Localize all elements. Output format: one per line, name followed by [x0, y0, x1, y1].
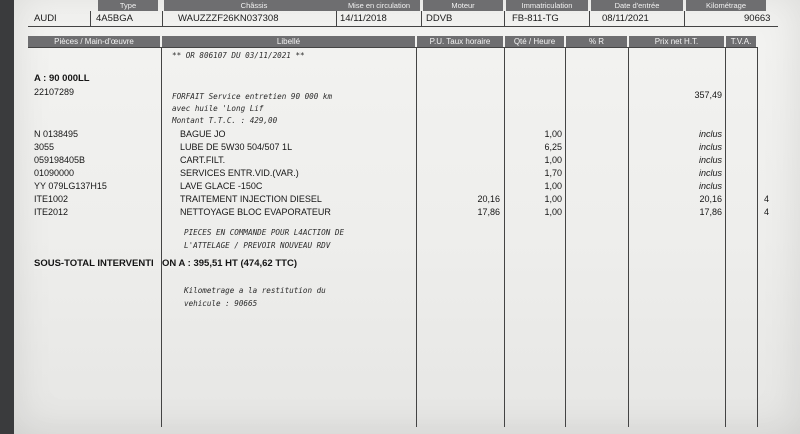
- forfait-line-1: FORFAIT Service entretien 90 000 km: [172, 92, 333, 101]
- header-label-chassis: Châssis: [164, 0, 344, 11]
- line-label: BAGUE JO: [180, 129, 226, 139]
- line-ref: 01090000: [34, 168, 75, 178]
- line-label: CART.FILT.: [180, 155, 226, 165]
- column-header-qte: Qté / Heure: [505, 36, 564, 47]
- line-unit-price: 17,86: [477, 207, 500, 217]
- vehicle-chassis: WAUZZZF26KN037308: [178, 13, 279, 24]
- line-ref: ITE2012: [34, 207, 69, 217]
- line-ref: ITE1002: [34, 194, 69, 204]
- subtotal-left: SOUS-TOTAL INTERVENTI: [34, 259, 161, 269]
- line-qty: 1,00: [544, 155, 562, 165]
- header-label-type: Type: [98, 0, 158, 11]
- invoice-sheet: [14, 0, 800, 434]
- forfait-line-3: Montant T.T.C. : 429,00: [172, 116, 278, 125]
- line-price: inclus: [698, 155, 722, 165]
- line-price: inclus: [698, 168, 722, 178]
- column-header-libelle: Libellé: [162, 36, 415, 47]
- section-code: A : 90 000LL: [34, 73, 90, 84]
- line-qty: 1,00: [544, 181, 562, 191]
- order-reference-note: ** OR 806107 DU 03/11/2021 **: [172, 51, 305, 60]
- order-note-line-2: L'ATTELAGE / PREVOIR NOUVEAU RDV: [184, 241, 331, 250]
- order-note-line-1: PIECES EN COMMANDE POUR L4ACTION DE: [184, 228, 345, 237]
- column-header-pu: P.U. Taux horaire: [417, 36, 503, 47]
- header-label-km: Kilométrage: [686, 0, 766, 11]
- mileage-note-line-1: Kilometrage a la restitution du: [184, 286, 326, 295]
- line-label: LAVE GLACE -150C: [180, 181, 263, 191]
- line-price: inclus: [698, 129, 722, 139]
- forfait-price: 357,49: [694, 90, 722, 100]
- line-qty: 1,00: [544, 129, 562, 139]
- line-price: inclus: [698, 142, 722, 152]
- line-qty: 6,25: [544, 142, 562, 152]
- line-label: SERVICES ENTR.VID.(VAR.): [180, 168, 299, 178]
- line-label: LUBE DE 5W30 504/507 1L: [180, 142, 293, 152]
- line-ref: 059198405B: [34, 155, 86, 165]
- line-ref: 3055: [34, 142, 55, 152]
- header-label-moteur: Moteur: [423, 0, 503, 11]
- line-qty: 1,70: [544, 168, 562, 178]
- header-label-date-entree: Date d'entrée: [591, 0, 683, 11]
- line-ref: N 0138495: [34, 129, 79, 139]
- line-vat: 4: [764, 207, 770, 217]
- column-header-prix: Prix net H.T.: [629, 36, 724, 47]
- header-label-mise: Mise en circulation: [338, 0, 420, 11]
- line-unit-price: 20,16: [477, 194, 500, 204]
- line-label: NETTOYAGE BLOC EVAPORATEUR: [180, 207, 331, 217]
- line-qty: 1,00: [544, 194, 562, 204]
- mileage-note-line-2: vehicule : 90665: [184, 299, 258, 308]
- vehicle-type: 4A5BGA: [96, 13, 133, 24]
- column-header-pieces: Pièces / Main-d'œuvre: [28, 36, 160, 47]
- column-header-tva: T.V.A.: [726, 36, 756, 47]
- line-price: 17,86: [699, 207, 722, 217]
- line-price: 20,16: [699, 194, 722, 204]
- line-price: inclus: [698, 181, 722, 191]
- line-label: TRAITEMENT INJECTION DIESEL: [180, 194, 322, 204]
- subtotal-right: ON A : 395,51 HT (474,62 TTC): [162, 258, 297, 269]
- section-ref: 22107289: [34, 87, 75, 97]
- vehicle-plate: FB-811-TG: [512, 13, 559, 24]
- vehicle-entry-date: 08/11/2021: [602, 13, 649, 24]
- column-header-remise: % R: [566, 36, 627, 47]
- vehicle-engine: DDVB: [426, 13, 453, 24]
- forfait-line-2: avec huile 'Long Lif: [172, 104, 264, 113]
- header-label-immat: Immatriculation: [506, 0, 588, 11]
- line-qty: 1,00: [544, 207, 562, 217]
- vehicle-make: AUDI: [34, 13, 57, 24]
- vehicle-mise: 14/11/2018: [340, 13, 387, 24]
- line-vat: 4: [764, 194, 770, 204]
- line-ref: YY 079LG137H15: [34, 181, 107, 191]
- vehicle-mileage: 90663: [744, 13, 771, 24]
